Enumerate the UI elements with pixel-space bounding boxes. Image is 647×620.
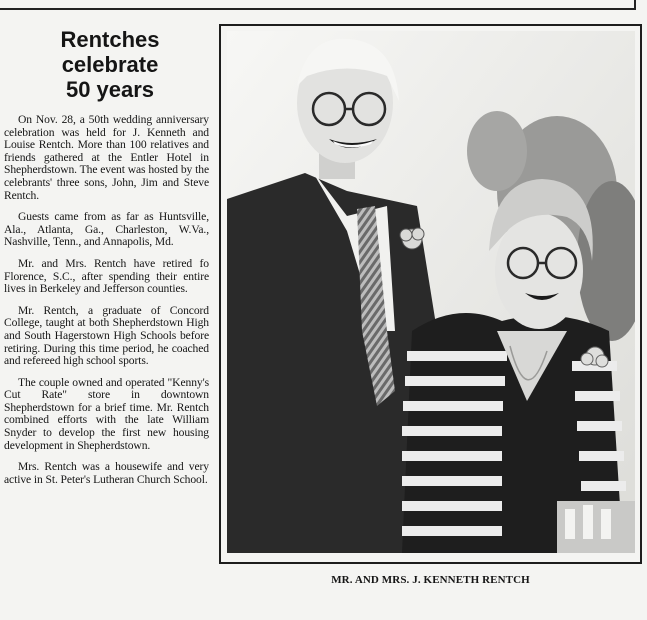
headline-line-2: celebrate (61, 52, 159, 77)
headline (20, 27, 200, 102)
photo-caption: MR. AND MRS. J. KENNETH RENTCH (331, 574, 530, 586)
headline-line-1: Rentches (60, 27, 160, 52)
couple-photo (227, 31, 635, 553)
article-paragraph: Mr. and Mrs. Rentch have retired fo Florence, S.C., after spending their entire lives in Berkeley and Jefferson counties. (4, 256, 209, 296)
headline-line-3: 50 years (65, 77, 155, 102)
article-body (4, 114, 209, 495)
article-paragraph: Mrs. Rentch was a housewife and very active in St. Peter's Lutheran Church School. (4, 460, 209, 486)
article-paragraph: On Nov. 28, a 50th wedding anniversary celebration was held for J. Kenneth and Louise Rentch. More than 100 relatives and friends gathered at the Entler Hotel in Shepherdstown. The event was hosted by the celebrants' three sons, John, Jim and Steve Rentch. (4, 113, 209, 202)
article-paragraph: The couple owned and operated "Kenny's Cut Rate" store in downtown Shepherdstown for a brief time. Mr. Rentch combined efforts with the late William Snyder to develop the first new housing development in Shepherdstown. (4, 375, 209, 452)
table-glassware (557, 501, 635, 553)
article-paragraph: Mr. Rentch, a graduate of Concord College, taught at both Shepherdstown High and South Hagerstown High Schools before retiring. During this time period, he coached and refereed high school sports. (4, 303, 209, 368)
top-rule (0, 0, 636, 10)
article-paragraph: Guests came from as far as Huntsville, Ala., Atlanta, Ga., Charleston, W.Va., Nashville, Tenn., and Annapolis, Md. (4, 210, 209, 249)
